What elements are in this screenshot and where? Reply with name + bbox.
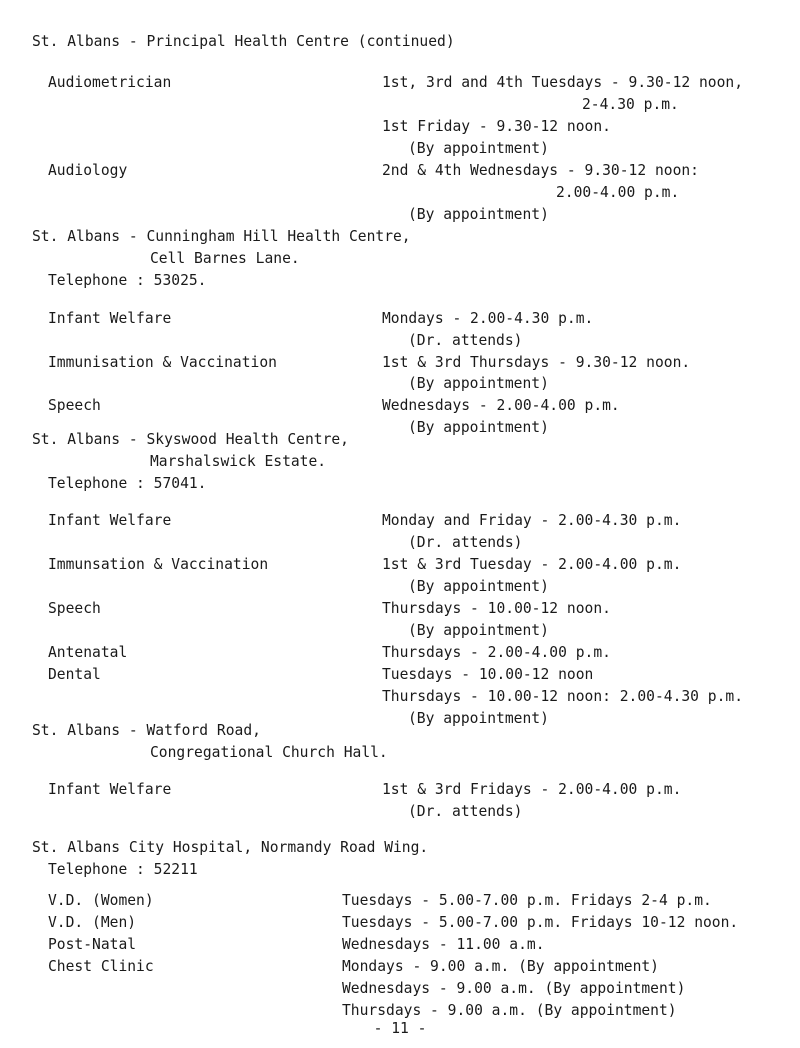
schedule-line: Wednesdays - 9.00 a.m. (By appointment) bbox=[342, 980, 686, 998]
schedule-line: Wednesdays - 2.00-4.00 p.m. bbox=[382, 397, 620, 415]
schedule-line: (By appointment) bbox=[408, 709, 549, 727]
schedule-line: 2-4.30 p.m. bbox=[582, 96, 679, 114]
service-name: Post-Natal bbox=[48, 936, 137, 954]
schedule-line: 1st Friday - 9.30-12 noon. bbox=[382, 118, 611, 136]
schedule-line: (By appointment) bbox=[408, 375, 549, 393]
service-name: Infant Welfare bbox=[48, 512, 172, 530]
service-name: Immunisation & Vaccination bbox=[48, 353, 277, 371]
service-name: Antenatal bbox=[48, 644, 128, 662]
centre-title: St. Albans - Watford Road, bbox=[32, 721, 261, 739]
schedule-line: Wednesdays - 11.00 a.m. bbox=[342, 936, 545, 954]
schedule-line: (Dr. attends) bbox=[408, 534, 523, 552]
service-audiometrician: Audiometrician bbox=[48, 74, 172, 92]
schedule-line: Tuesdays - 10.00-12 noon bbox=[382, 666, 594, 684]
schedule-line: Tuesdays - 5.00-7.00 p.m. Fridays 10-12 noon. bbox=[342, 914, 739, 932]
schedule-line: Tuesdays - 5.00-7.00 p.m. Fridays 2-4 p.m. bbox=[342, 892, 712, 910]
schedule-line: Mondays - 2.00-4.30 p.m. bbox=[382, 309, 594, 327]
centre-title: St. Albans City Hospital, Normandy Road Wing. bbox=[32, 838, 429, 856]
schedule-line: (By appointment) bbox=[408, 419, 549, 437]
centre-title: St. Albans - Cunningham Hill Health Centre, bbox=[32, 228, 411, 246]
schedule-line: 2nd & 4th Wednesdays - 9.30-12 noon: bbox=[382, 161, 699, 179]
service-name: V.D. (Men) bbox=[48, 914, 137, 932]
centre-address: Marshalswick Estate. bbox=[150, 452, 327, 470]
schedule-line: 2.00-4.00 p.m. bbox=[556, 183, 680, 201]
centre-address: Congregational Church Hall. bbox=[150, 743, 388, 761]
service-name: Immunsation & Vaccination bbox=[48, 556, 269, 574]
centre-telephone: Telephone : 53025. bbox=[48, 272, 207, 290]
schedule-line: (By appointment) bbox=[408, 578, 549, 596]
schedule-line: (By appointment) bbox=[408, 139, 549, 157]
service-name: Dental bbox=[48, 666, 101, 684]
schedule-line: Thursdays - 10.00-12 noon: 2.00-4.30 p.m. bbox=[382, 688, 744, 705]
service-name: Infant Welfare bbox=[48, 309, 172, 327]
centre-title: St. Albans - Skyswood Health Centre, bbox=[32, 431, 349, 449]
schedule-line: (Dr. attends) bbox=[408, 803, 523, 821]
schedule-line: Thursdays - 2.00-4.00 p.m. bbox=[382, 644, 611, 662]
centre-address: Cell Barnes Lane. bbox=[150, 250, 300, 268]
service-audiology: Audiology bbox=[48, 161, 128, 179]
schedule-line: Thursdays - 9.00 a.m. (By appointment) bbox=[342, 1002, 677, 1019]
schedule-line: 1st & 3rd Tuesday - 2.00-4.00 p.m. bbox=[382, 556, 682, 574]
schedule-line: 1st & 3rd Fridays - 2.00-4.00 p.m. bbox=[382, 781, 682, 799]
page-number: - 11 - bbox=[373, 1020, 427, 1037]
schedule-line: (By appointment) bbox=[408, 622, 549, 640]
service-name: Infant Welfare bbox=[48, 781, 172, 799]
service-name: Speech bbox=[48, 600, 101, 618]
service-name: Chest Clinic bbox=[48, 958, 154, 976]
centre-telephone: Telephone : 52211 bbox=[48, 860, 198, 878]
centre-telephone: Telephone : 57041. bbox=[48, 474, 207, 492]
schedule-line: Mondays - 9.00 a.m. (By appointment) bbox=[342, 958, 659, 976]
service-name: Speech bbox=[48, 397, 101, 415]
page-header: St. Albans - Principal Health Centre (continued) bbox=[32, 33, 455, 51]
schedule-line: (By appointment) bbox=[408, 205, 549, 223]
schedule-line: 1st & 3rd Thursdays - 9.30-12 noon. bbox=[382, 353, 691, 371]
schedule-line: Thursdays - 10.00-12 noon. bbox=[382, 600, 611, 618]
schedule-line: (Dr. attends) bbox=[408, 331, 523, 349]
schedule-line: Monday and Friday - 2.00-4.30 p.m. bbox=[382, 512, 682, 530]
service-name: V.D. (Women) bbox=[48, 892, 154, 910]
schedule-line: 1st, 3rd and 4th Tuesdays - 9.30-12 noon, bbox=[382, 74, 744, 92]
